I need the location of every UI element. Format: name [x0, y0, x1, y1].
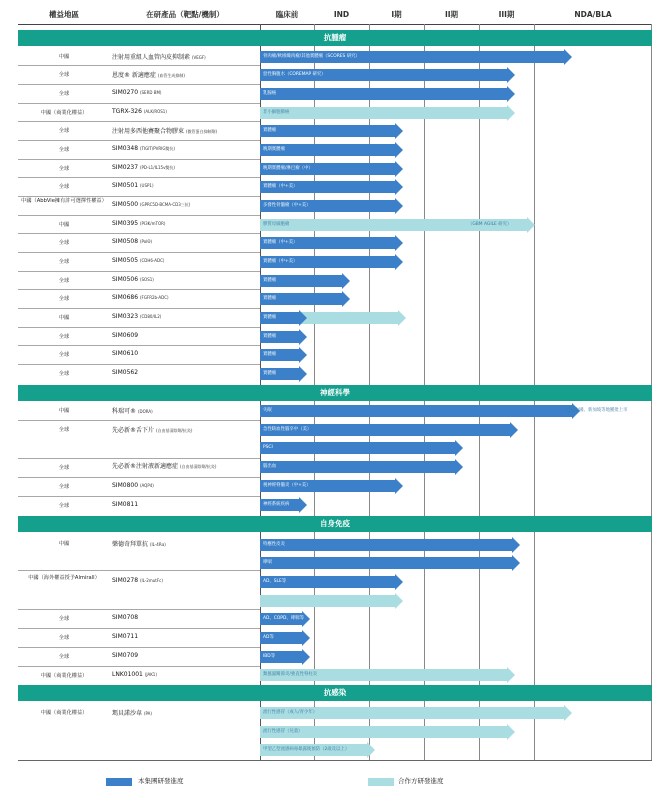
- product-target: (USP1): [139, 183, 154, 188]
- arrow-label: 實體瘤（中+美）: [263, 240, 298, 245]
- arrow-label: 實體瘤: [263, 315, 277, 320]
- arrow-tip: [395, 161, 403, 177]
- product-target: (PA): [143, 711, 152, 716]
- product-name: LNK01001: [112, 671, 143, 678]
- row-divider: [18, 196, 260, 197]
- section-anti-infection: 抗感染: [18, 685, 652, 701]
- row-region: 全球: [58, 72, 70, 78]
- row-region: 全球: [58, 147, 70, 153]
- arrow-body: [260, 107, 507, 119]
- row-product: [112, 369, 138, 376]
- row-product: [112, 652, 138, 659]
- arrow-label: 實體瘤（中+美）: [263, 259, 298, 264]
- arrow-label: 哮喘: [263, 560, 272, 565]
- product-target: (SERD BM): [139, 90, 162, 95]
- header-region: 權益地區: [49, 10, 79, 19]
- progress-arrow: [260, 312, 307, 324]
- approval-note: 已在中國、新加坡等地獲批上市: [566, 408, 628, 413]
- arrow-label: 多發性骨髓瘤（中+美）: [263, 203, 311, 208]
- product-target: (IL-4Rα): [149, 542, 166, 547]
- progress-arrow: [260, 499, 307, 511]
- legend-partner-swatch: [368, 778, 394, 786]
- row-divider: [18, 140, 260, 141]
- row-product: [112, 482, 154, 489]
- product-target: (TIGIT/PVRIG雙抗): [139, 146, 175, 151]
- arrow-tip: [299, 497, 307, 513]
- progress-arrow: [260, 726, 515, 738]
- row-product: [112, 145, 175, 152]
- progress-arrow: [260, 405, 580, 417]
- product-target: (CD80/IL2): [139, 314, 162, 319]
- progress-arrow: [260, 256, 403, 268]
- row-region: 全球: [58, 296, 70, 302]
- arrow-label: 神經系統疾病: [263, 502, 290, 507]
- product-name: 恩度® 新適應症: [112, 72, 156, 79]
- arrow-tip: [395, 198, 403, 214]
- row-product: [112, 406, 153, 415]
- row-product: [112, 671, 157, 678]
- arrow-label: AD等: [263, 635, 274, 640]
- arrow-tip: [507, 667, 515, 683]
- product-name: SIM0711: [112, 633, 139, 640]
- product-name: SIM0505: [112, 257, 139, 264]
- product-target: (IL-2mutFc): [139, 578, 163, 583]
- header-ind: IND: [333, 10, 350, 19]
- row-region: 全球: [58, 240, 70, 246]
- row-divider: [18, 647, 260, 648]
- row-product: [112, 89, 161, 96]
- arrow-label: IBD等: [263, 654, 276, 659]
- row-region: 全球: [58, 484, 70, 490]
- row-divider: [18, 364, 260, 365]
- product-name: SIM0609: [112, 332, 139, 339]
- product-name: SIM0237: [112, 164, 139, 171]
- progress-arrow: [260, 69, 515, 81]
- row-product: [112, 708, 152, 717]
- arrow-tip: [302, 649, 310, 665]
- row-region: 全球: [58, 259, 70, 265]
- product-target: (自由基清除劑/抗炎): [155, 428, 193, 433]
- row-region: 全球: [58, 465, 70, 471]
- product-target: (血管生成抑制): [157, 73, 185, 78]
- product-target: (VEGF): [191, 55, 206, 60]
- arrow-label: 腦出血: [263, 464, 277, 469]
- section-autoimmune: 自身免疫: [18, 516, 652, 532]
- row-region: 全球: [58, 334, 70, 340]
- row-region: 中國: [58, 222, 70, 228]
- arrow-label: 流行性感冒（成人/青少年）: [263, 710, 318, 715]
- arrow-label: 流行性感冒（兒童）: [263, 729, 303, 734]
- row-product: [112, 614, 138, 621]
- arrow-label: AD、COPD、哮喘等: [263, 616, 304, 621]
- arrow-body: [300, 312, 398, 324]
- product-target: (GPRC5D-BCMA-CD3三抗): [139, 202, 191, 207]
- arrow-label: 膠質母細胞瘤: [263, 222, 290, 227]
- arrow-label: 急性缺血性腦卒中（美）: [263, 427, 312, 432]
- product-name: 樂德奇拜單抗: [112, 541, 149, 548]
- arrow-tip: [527, 217, 535, 233]
- arrow-tip: [564, 705, 572, 721]
- product-name: SIM0562: [112, 369, 139, 376]
- progress-arrow: [260, 368, 307, 380]
- product-name: SIM0610: [112, 350, 139, 357]
- row-region: 全球: [58, 616, 70, 622]
- arrow-tip: [302, 630, 310, 646]
- progress-arrow: [260, 293, 350, 305]
- header-nda: NDA/BLA: [574, 10, 612, 19]
- progress-arrow: [260, 125, 403, 137]
- product-target: (微管蛋白抑制劑): [185, 129, 218, 134]
- row-divider: [18, 271, 260, 272]
- arrow-tip: [395, 142, 403, 158]
- row-region: 中國（商業化權益）: [40, 710, 88, 716]
- row-product: [112, 350, 138, 357]
- row-product: [112, 313, 161, 320]
- progress-arrow: [260, 349, 307, 361]
- product-target: (ALK/ROS1): [143, 109, 167, 114]
- arrow-label: 實體瘤（中+美）: [263, 184, 298, 189]
- section-oncology: 抗腫瘤: [18, 30, 652, 46]
- progress-arrow: [260, 88, 515, 100]
- progress-arrow: [260, 595, 403, 607]
- product-target: (CDH6-ADC): [139, 258, 165, 263]
- arrow-body: [260, 461, 455, 473]
- arrow-tip: [455, 459, 463, 475]
- row-divider: [18, 159, 260, 160]
- row-divider: [18, 177, 260, 178]
- product-target: (自由基清除劑/抗炎): [179, 464, 217, 469]
- product-name: SIM0501: [112, 182, 139, 189]
- product-name: SIM0323: [112, 313, 139, 320]
- arrow-tip: [299, 366, 307, 382]
- row-product: [112, 52, 206, 61]
- row-product: [112, 182, 154, 189]
- row-divider: [18, 345, 260, 346]
- arrow-tip: [398, 310, 406, 326]
- row-product: [112, 294, 169, 301]
- arrow-label: 乳腺癌: [263, 91, 277, 96]
- row-divider: [18, 289, 260, 290]
- header-phase1: I期: [391, 10, 402, 19]
- progress-arrow: [300, 312, 406, 324]
- progress-arrow: [260, 576, 403, 588]
- product-target: (PI3K/mTOR): [139, 221, 166, 226]
- product-name: SIM0500: [112, 201, 139, 208]
- product-name: SIM0811: [112, 501, 139, 508]
- row-product: [112, 332, 138, 339]
- row-divider: [18, 65, 260, 66]
- product-name: 瑪貝諾沙韋: [112, 710, 143, 717]
- arrow-label: 骨肉瘤/軟組織肉瘤/其他實體瘤（SCORES 研究）: [263, 54, 360, 59]
- product-target: (PolΘ): [139, 239, 153, 244]
- arrow-tip: [507, 724, 515, 740]
- progress-arrow: [260, 744, 375, 756]
- row-product: [112, 70, 185, 79]
- product-name: TGRX-326: [112, 108, 142, 115]
- product-name: SIM0800: [112, 482, 139, 489]
- arrow-label: 甲型乙型流感病毒暴露後預防（2歲及以上）: [263, 747, 350, 752]
- product-target: (SOS1): [139, 277, 154, 282]
- progress-arrow: [260, 424, 518, 436]
- progress-arrow: [260, 632, 310, 644]
- table-bottom-line: [18, 760, 652, 761]
- arrow-tip: [395, 235, 403, 251]
- row-product: [112, 201, 190, 208]
- row-region: 中國: [58, 408, 70, 414]
- arrow-label: 特應性皮炎: [263, 542, 285, 547]
- row-divider: [18, 609, 260, 610]
- header-preclinical: 臨床前: [275, 10, 299, 19]
- row-product: [112, 577, 163, 584]
- progress-arrow: [260, 442, 463, 454]
- arrow-label: 惡性胸腹水（COREMAP 研究）: [263, 72, 326, 77]
- product-name: 注射用重組人血管內皮抑制素: [112, 54, 191, 61]
- arrow-tip: [395, 574, 403, 590]
- arrow-tip: [367, 742, 375, 758]
- product-name: SIM0508: [112, 238, 139, 245]
- product-name: 先必新®注射液新適應症: [112, 463, 179, 470]
- progress-arrow: [260, 613, 310, 625]
- arrow-label: 實體瘤: [263, 278, 277, 283]
- arrow-label: 實體瘤: [263, 352, 277, 357]
- row-region: 全球: [58, 654, 70, 660]
- product-name: SIM0395: [112, 220, 139, 227]
- row-divider: [18, 84, 260, 85]
- arrow-label: 實體瘤: [263, 128, 277, 133]
- arrow-tip: [455, 440, 463, 456]
- row-product: [112, 501, 138, 508]
- arrow-tip: [395, 254, 403, 270]
- progress-arrow: [260, 461, 463, 473]
- row-divider: [18, 458, 260, 459]
- arrow-body: [260, 442, 455, 454]
- arrow-body: [260, 125, 395, 137]
- arrow-body: [260, 557, 512, 569]
- row-region: 全球: [58, 91, 70, 97]
- product-name: SIM0709: [112, 652, 139, 659]
- row-region: 中國: [58, 541, 70, 547]
- row-product: [112, 461, 216, 470]
- progress-arrow: [260, 539, 520, 551]
- row-divider: [18, 308, 260, 309]
- row-region: 中國（商業化權益）: [40, 110, 88, 116]
- arrow-label: 非小細胞肺癌: [263, 110, 290, 115]
- row-region: 全球: [58, 278, 70, 284]
- row-divider: [18, 103, 260, 104]
- arrow-tip: [395, 593, 403, 609]
- progress-arrow: [260, 651, 310, 663]
- product-name: 注射用多西他賽聚合物膠束: [112, 128, 185, 135]
- row-region: 全球: [58, 503, 70, 509]
- product-name: 先必新®舌下片: [112, 427, 155, 434]
- row-divider: [18, 121, 260, 122]
- arrow-label: AD、SLE等: [263, 579, 287, 584]
- progress-arrow: [260, 557, 520, 569]
- arrow-body: [260, 595, 395, 607]
- arrow-tip: [512, 555, 520, 571]
- product-target: (PD-L1/IL15v雙抗): [139, 165, 175, 170]
- row-region: 中國（海外權益授予Almirall）: [28, 575, 100, 581]
- arrow-tip: [507, 105, 515, 121]
- progress-arrow: [260, 181, 403, 193]
- row-divider: [18, 233, 260, 234]
- progress-arrow: [260, 107, 515, 119]
- row-region: 全球: [58, 352, 70, 358]
- row-region: 全球: [58, 427, 70, 433]
- progress-arrow: [260, 200, 403, 212]
- legend-own-swatch: [106, 778, 132, 786]
- arrow-tip: [510, 422, 518, 438]
- arrow-tip: [395, 123, 403, 139]
- legend-own-label: 本集團研發進度: [138, 777, 184, 785]
- row-region: 全球: [58, 128, 70, 134]
- progress-arrow: [260, 669, 515, 681]
- product-name: SIM0348: [112, 145, 139, 152]
- arrow-label: 類風濕關節炎/強直性脊柱炎: [263, 672, 318, 677]
- product-target: (FGFR2b-ADC): [139, 295, 169, 300]
- arrow-label: 失眠: [263, 408, 272, 413]
- row-divider: [18, 628, 260, 629]
- row-divider: [18, 496, 260, 497]
- progress-arrow: [260, 163, 403, 175]
- product-name: SIM0270: [112, 89, 139, 96]
- header-divider: [18, 24, 652, 25]
- arrow-label: 實體瘤: [263, 371, 277, 376]
- arrow-body: [260, 88, 507, 100]
- row-region: 中國（AbbVie擁有許可選擇性權益）: [21, 198, 107, 204]
- progress-arrow: [260, 275, 350, 287]
- header-phase3: III期: [498, 10, 515, 19]
- row-product: [112, 108, 167, 115]
- progress-arrow: [260, 144, 403, 156]
- progress-arrow: [260, 480, 403, 492]
- product-name: SIM0708: [112, 614, 139, 621]
- row-divider: [18, 666, 260, 667]
- row-product: [112, 539, 166, 548]
- arrow-label: PSCI: [263, 445, 273, 450]
- arrow-label: 晚期實體瘤: [263, 147, 285, 152]
- arrow-label: 實體瘤: [263, 334, 277, 339]
- header-phase2: II期: [444, 10, 459, 19]
- row-divider: [18, 477, 260, 478]
- arrow-tip: [564, 49, 572, 65]
- progress-arrow: [260, 237, 403, 249]
- legend-partner-label: 合作方研發進度: [398, 777, 444, 785]
- row-region: 全球: [58, 371, 70, 377]
- row-region: 中國: [58, 315, 70, 321]
- arrow-tip: [299, 310, 307, 326]
- header-product: 在研產品（靶點/機制）: [146, 10, 224, 19]
- row-product: [112, 220, 165, 227]
- row-region: 全球: [58, 166, 70, 172]
- arrow-tip: [507, 86, 515, 102]
- arrow-tip: [395, 179, 403, 195]
- row-divider: [18, 215, 260, 216]
- row-product: [112, 633, 138, 640]
- progress-arrow: [260, 51, 572, 63]
- product-name: SIM0278: [112, 577, 139, 584]
- row-divider: [18, 252, 260, 253]
- row-product: [112, 238, 152, 245]
- arrow-label: 實體瘤: [263, 296, 277, 301]
- section-neuroscience: 神經科學: [18, 385, 652, 401]
- product-name: 科瑞可®: [112, 408, 137, 415]
- row-region: 中國: [58, 54, 70, 60]
- row-product: [112, 425, 192, 434]
- arrow-label: 視神經脊髓炎（中+美）: [263, 483, 311, 488]
- product-target: (JAK1): [144, 672, 157, 677]
- arrow-body: [260, 405, 572, 417]
- progress-arrow: [260, 707, 572, 719]
- row-divider: [18, 570, 260, 571]
- arrow-tip: [395, 478, 403, 494]
- gbm-agile-note: （GBM AGILE 研究）: [468, 222, 512, 227]
- row-region: 全球: [58, 635, 70, 641]
- arrow-tip: [507, 67, 515, 83]
- arrow-body: [260, 539, 512, 551]
- arrow-tip: [342, 291, 350, 307]
- product-name: SIM0506: [112, 276, 139, 283]
- progress-arrow: [260, 331, 307, 343]
- row-region: 全球: [58, 184, 70, 190]
- row-divider: [18, 420, 260, 421]
- row-product: [112, 126, 217, 135]
- row-divider: [18, 327, 260, 328]
- row-product: [112, 276, 154, 283]
- arrow-tip: [342, 273, 350, 289]
- arrow-tip: [299, 329, 307, 345]
- product-name: SIM0686: [112, 294, 139, 301]
- product-target: (DORA): [137, 409, 153, 414]
- row-product: [112, 257, 164, 264]
- arrow-label: 晚期實體瘤/淋巴瘤（中）: [263, 166, 313, 171]
- row-product: [112, 164, 175, 171]
- row-region: 中國（商業化權益）: [40, 673, 88, 679]
- arrow-tip: [299, 347, 307, 363]
- arrow-tip: [512, 537, 520, 553]
- product-target: (AQP4): [139, 483, 154, 488]
